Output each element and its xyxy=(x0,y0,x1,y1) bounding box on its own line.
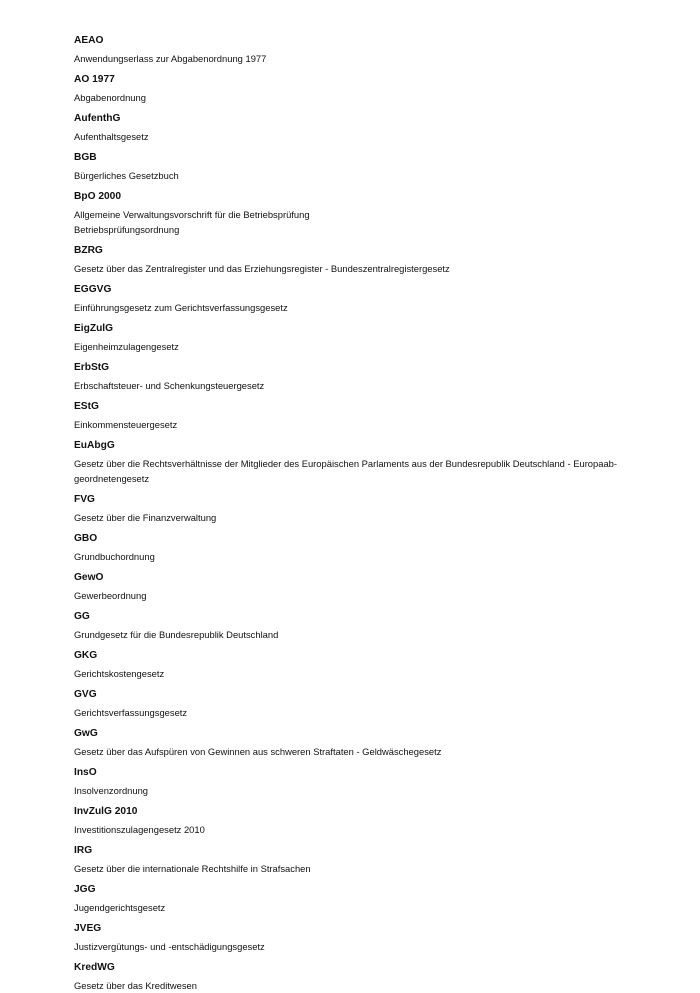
abbreviation-term: EStG xyxy=(74,401,99,412)
abbreviation-description: Grundbuchordnung xyxy=(74,551,155,562)
abbreviation-term: IRG xyxy=(74,845,93,856)
abbreviation-entry xyxy=(74,33,640,66)
abbreviation-description: Jugendgerichtsgesetz xyxy=(74,902,166,913)
abbreviation-entry xyxy=(74,72,640,105)
abbreviation-term: GBO xyxy=(74,533,98,544)
abbreviation-description: Justizvergütungs- und -entschädigungsgesetz xyxy=(74,941,265,952)
abbreviation-entry xyxy=(74,531,640,564)
abbreviation-entry xyxy=(74,687,640,720)
abbreviation-description: Einkommensteuergesetz xyxy=(74,419,178,430)
abbreviation-entry xyxy=(74,321,640,354)
abbreviation-list xyxy=(74,33,640,993)
abbreviation-entry xyxy=(74,189,640,237)
abbreviation-description: Gerichtskostengesetz xyxy=(74,668,165,679)
abbreviation-term: GVG xyxy=(74,689,97,700)
abbreviation-description: Gesetz über das Zentralregister und das Erziehungsregister - Bundeszentralregistergesetz xyxy=(74,263,450,274)
abbreviation-term: AEAO xyxy=(74,35,104,46)
abbreviation-term: ErbStG xyxy=(74,362,110,373)
abbreviation-entry xyxy=(74,843,640,876)
abbreviation-entry xyxy=(74,150,640,183)
abbreviation-term: KredWG xyxy=(74,962,115,973)
abbreviation-term: JGG xyxy=(74,884,96,895)
abbreviation-description: Eigenheimzulagengesetz xyxy=(74,341,179,352)
abbreviation-entry xyxy=(74,438,640,486)
abbreviation-entry xyxy=(74,804,640,837)
abbreviation-term: BpO 2000 xyxy=(74,191,121,202)
abbreviation-description: Gewerbeordnung xyxy=(74,590,147,601)
abbreviation-entry xyxy=(74,111,640,144)
abbreviation-term: AO 1977 xyxy=(74,74,115,85)
abbreviation-entry xyxy=(74,609,640,642)
abbreviation-description: geordnetengesetz xyxy=(74,473,150,484)
abbreviation-description: Aufenthaltsgesetz xyxy=(74,131,149,142)
abbreviation-description: Anwendungserlass zur Abgabenordnung 1977 xyxy=(74,53,267,64)
abbreviation-entry xyxy=(74,492,640,525)
abbreviation-description: Gesetz über die Finanzverwaltung xyxy=(74,512,217,523)
abbreviation-term: FVG xyxy=(74,494,95,505)
abbreviation-term: InsO xyxy=(74,767,97,778)
abbreviation-term: JVEG xyxy=(74,923,102,934)
abbreviation-term: GewO xyxy=(74,572,104,583)
abbreviation-description: Gesetz über das Kreditwesen xyxy=(74,980,197,991)
abbreviation-entry xyxy=(74,399,640,432)
abbreviation-description: Einführungsgesetz zum Gerichtsverfassungsgesetz xyxy=(74,302,288,313)
abbreviation-term: AufenthG xyxy=(74,113,121,124)
abbreviation-description: Gerichtsverfassungsgesetz xyxy=(74,707,188,718)
abbreviation-entry xyxy=(74,570,640,603)
abbreviation-term: BGB xyxy=(74,152,97,163)
abbreviation-entry xyxy=(74,960,640,993)
abbreviation-description: Investitionszulagengesetz 2010 xyxy=(74,824,205,835)
abbreviation-description: Abgabenordnung xyxy=(74,92,146,103)
abbreviation-entry xyxy=(74,765,640,798)
abbreviation-entry xyxy=(74,360,640,393)
abbreviation-entry xyxy=(74,726,640,759)
abbreviation-description: Grundgesetz für die Bundesrepublik Deutschland xyxy=(74,629,279,640)
abbreviation-description: Allgemeine Verwaltungsvorschrift für die Betriebsprüfung xyxy=(74,209,310,220)
abbreviation-description: Gesetz über die Rechtsverhältnisse der Mitglieder des Europäischen Parlaments aus der Bundesrepublik Deutschland - Europaab- xyxy=(74,458,618,469)
abbreviation-term: EigZulG xyxy=(74,323,114,334)
abbreviation-entry xyxy=(74,243,640,276)
abbreviation-term: GKG xyxy=(74,650,98,661)
abbreviation-term: BZRG xyxy=(74,245,103,256)
abbreviation-entry xyxy=(74,282,640,315)
abbreviation-term: EuAbgG xyxy=(74,440,115,451)
abbreviation-term: GG xyxy=(74,611,90,622)
abbreviation-description: Betriebsprüfungsordnung xyxy=(74,224,180,235)
abbreviation-entry xyxy=(74,921,640,954)
abbreviation-entry xyxy=(74,882,640,915)
abbreviation-term: EGGVG xyxy=(74,284,112,295)
abbreviation-term: GwG xyxy=(74,728,98,739)
abbreviation-description: Gesetz über das Aufspüren von Gewinnen aus schweren Straftaten - Geldwäschegesetz xyxy=(74,746,442,757)
abbreviation-entry xyxy=(74,648,640,681)
abbreviation-description: Insolvenzordnung xyxy=(74,785,149,796)
abbreviation-description: Gesetz über die internationale Rechtshilfe in Strafsachen xyxy=(74,863,311,874)
abbreviation-description: Bürgerliches Gesetzbuch xyxy=(74,170,179,181)
abbreviation-description: Erbschaftsteuer- und Schenkungsteuergesetz xyxy=(74,380,265,391)
abbreviation-term: InvZulG 2010 xyxy=(74,806,138,817)
